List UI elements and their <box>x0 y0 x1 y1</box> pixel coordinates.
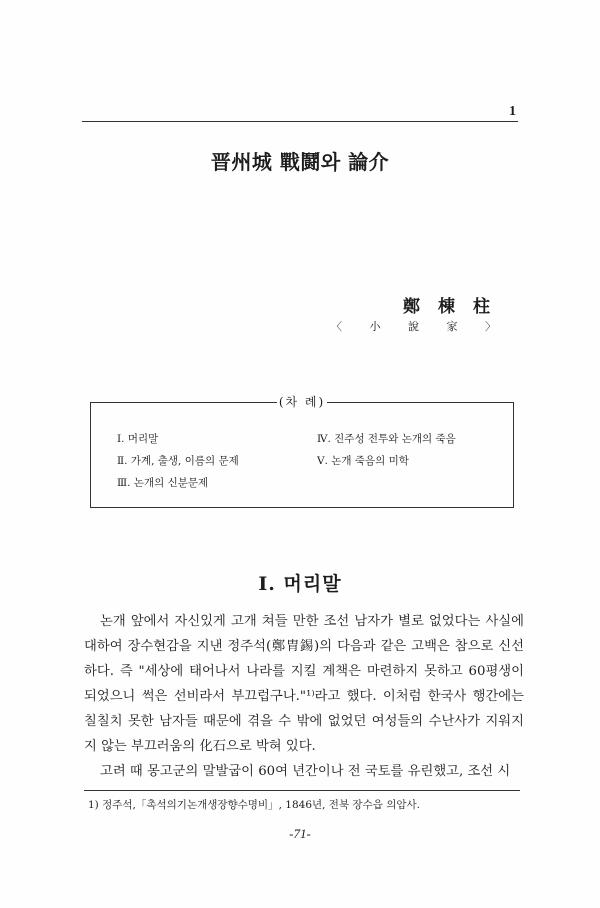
toc-item-1: Ⅰ. 머리말 <box>117 433 159 445</box>
body-text <box>84 609 524 784</box>
page-number: 1 <box>509 104 516 119</box>
section-heading: Ⅰ. 머리말 <box>258 573 342 595</box>
paragraph-1: 논개 앞에서 자신있게 고개 쳐들 만한 조선 남자가 별로 없었다는 사실에 대하여 장수현감을 지낸 정주석(鄭胄錫)의 다음과 같은 고백은 참으로 신선하다. 즉 "세상에 태어나서 나라를 지킬 계책은 마련하지 못하고 60평생이 되었으니 썩은 선비라서 부끄럽구나."¹⁾라고 했다. 이처럼 한국사 행간에는 칠칠치 못한 남자들 때문에 겪을 수 밖에 없었던 여성들의 수난사가 지워지지 않는 부끄러움의 化石으로 박혀 있다. <box>84 614 524 754</box>
toc-item-5: Ⅴ. 논개 죽음의 미학 <box>317 455 409 467</box>
paragraph-2: 고려 때 몽고군의 말발굽이 60여 년간이나 전 국토를 유린했고, 조선 시 <box>100 764 511 779</box>
footnote: 1) 정주석,「촉석의기논개생장향수명비」, 1846년, 전북 장수읍 의암사. <box>88 799 420 811</box>
toc-item-4: Ⅳ. 진주성 전투와 논개의 죽음 <box>317 433 456 445</box>
author-name: 鄭棟柱 <box>403 297 508 317</box>
toc-item-2: Ⅱ. 가계, 출생, 이름의 문제 <box>117 455 239 467</box>
table-of-contents <box>90 395 514 508</box>
toc-heading-label: (차 례) <box>278 395 326 409</box>
footnote-rule <box>84 790 520 791</box>
header-rule <box>82 121 518 122</box>
toc-heading <box>91 394 513 410</box>
article-title: 晋州城 戰鬪와 論介 <box>210 150 390 174</box>
toc-item-3: Ⅲ. 논개의 신분문제 <box>117 477 209 489</box>
folio-page-number: -71- <box>289 826 311 841</box>
author-role: 〈 小 說 家 〉 <box>331 320 508 333</box>
